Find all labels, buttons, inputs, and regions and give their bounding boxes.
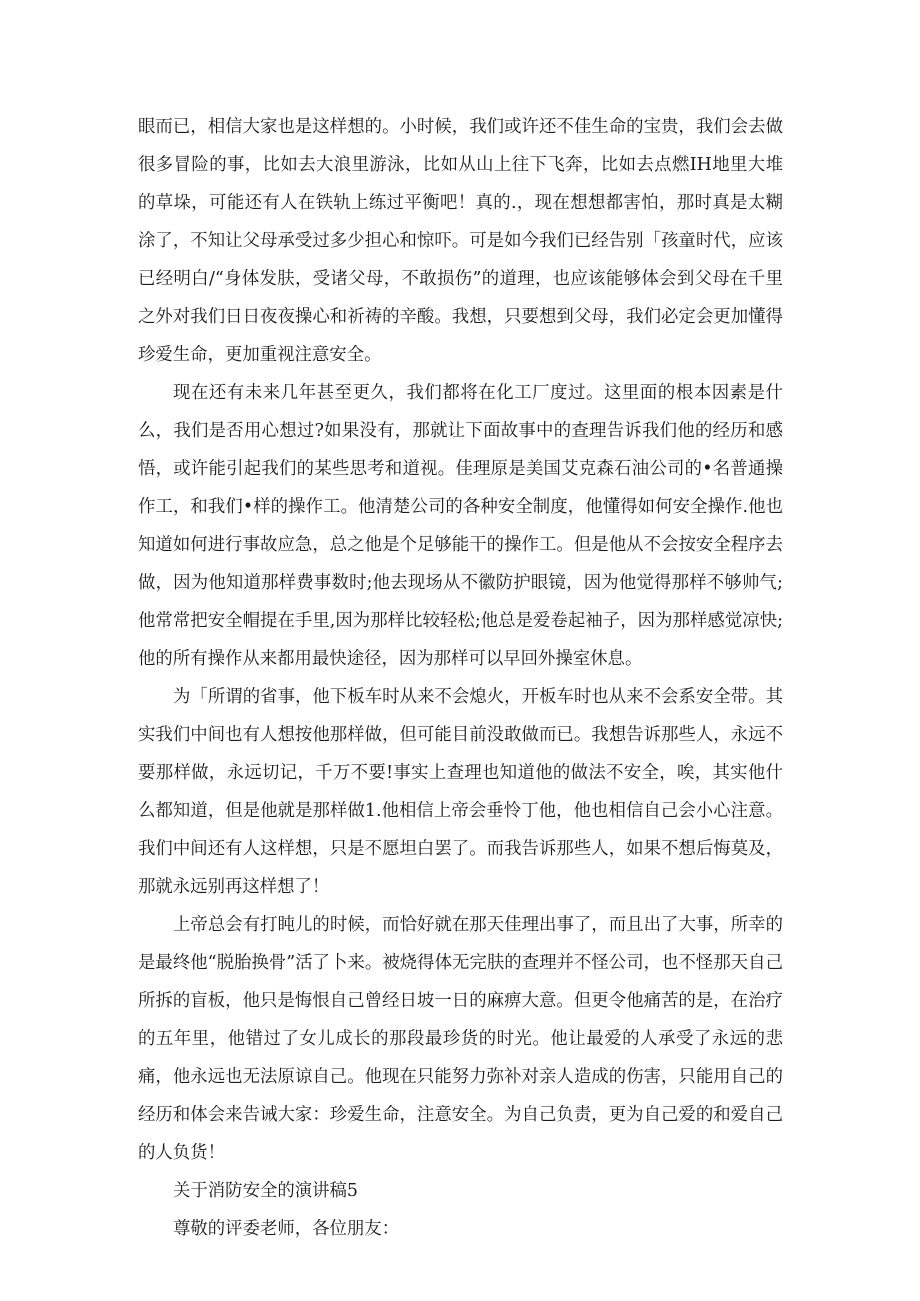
document-page	[138, 108, 783, 1248]
section-heading: 关于消防安全的演讲稿5	[173, 1181, 358, 1201]
salutation: 尊敬的评委老师，各位朋友：	[173, 1219, 400, 1239]
paragraph-accident: 上帝总会有打盹儿的时候，而恰好就在那天佳理出事了，而且出了大事，所幸的是最终他“脱胎换骨”活了卜来。被烧得体无完肤的查理并不怪公司，也不怪那天自己所拆的盲板，他只是悔恨自己曾经日坡一日的麻痹大意。但更令他痛苦的是，在治疗的五年里，他错过了女儿成长的那段最珍货的时光。他让最爱的人承受了永远的悲痛，他永远也无法原谅自己。他现在只能努力弥补对亲人造成的伤害，只能用自己的经历和体会来告诫大家：珍爱生命，注意安全。为自己负责，更为自己爱的和爱自己的人负货！	[138, 915, 783, 1163]
paragraph-chemical-plant: 现在还有未来几年甚至更久，我们都将在化工厂度过。这里面的根本因素是什么，我们是否用心想过?如果没有，那就让下面故事中的查理告诉我们他的经历和感悟，或许能引起我们的某些思考和道视。佳理原是美国艾克森石油公司的•名普通操作工，和我们•样的操作工。他清楚公司的各种安全制度，他懂得如何安全操作.他也知道如何进行事故应急，总之他是个足够能干的操作工。但是他从不会按安全程序去做，因为他知道那样费事数时;他去现场从不徽防护眼镜，因为他觉得那样不够帅气;他常常把安全帽提在手里,因为那样比较轻松;他总是爱卷起袖子，因为那样感觉凉快;他的所有操作从来都用最快途径，因为那样可以早回外操室休息。	[138, 383, 783, 669]
paragraph-shortcuts: 为「所谓的省事，他下板车时从来不会熄火，开板车时也从来不会系安全带。其实我们中间也有人想按他那样做，但可能目前没敢做而已。我想告诉那些人，永远不要那样做，永远切记，千万不要!事实上查理也知道他的做法不安全，唉，其实他什么都知道，但是他就是那样做1.他相信上帝会垂怜丁他，他也相信自己会小心注意。我们中间还有人这样想，只是不愿坦白罢了。而我告诉那些人，如果不想后悔莫及，那就永远别再这样想了！	[138, 687, 783, 897]
paragraph-continuation: 眼而已，相信大家也是这样想的。小时候，我们或许还不佳生命的宝贵，我们会去做很多冒险的事，比如去大浪里游泳，比如从山上往下飞奔，比如去点燃IH地里大堆的草垛，可能还有人在铁轨上练过平衡吧！真的.，现在想想都害怕，那时真是太糊涂了，不知让父母承受过多少担心和惊吓。可是如今我们已经告别「孩童时代，应该已经明白/“身体发肤，受诸父母，不敢损伤”的道理，也应该能够体会到父母在千里之外对我们日日夜夜操心和祈祷的辛酸。我想，只要想到父母，我们必定会更加懂得珍爱生命，更加重视注意安全。	[138, 117, 783, 365]
